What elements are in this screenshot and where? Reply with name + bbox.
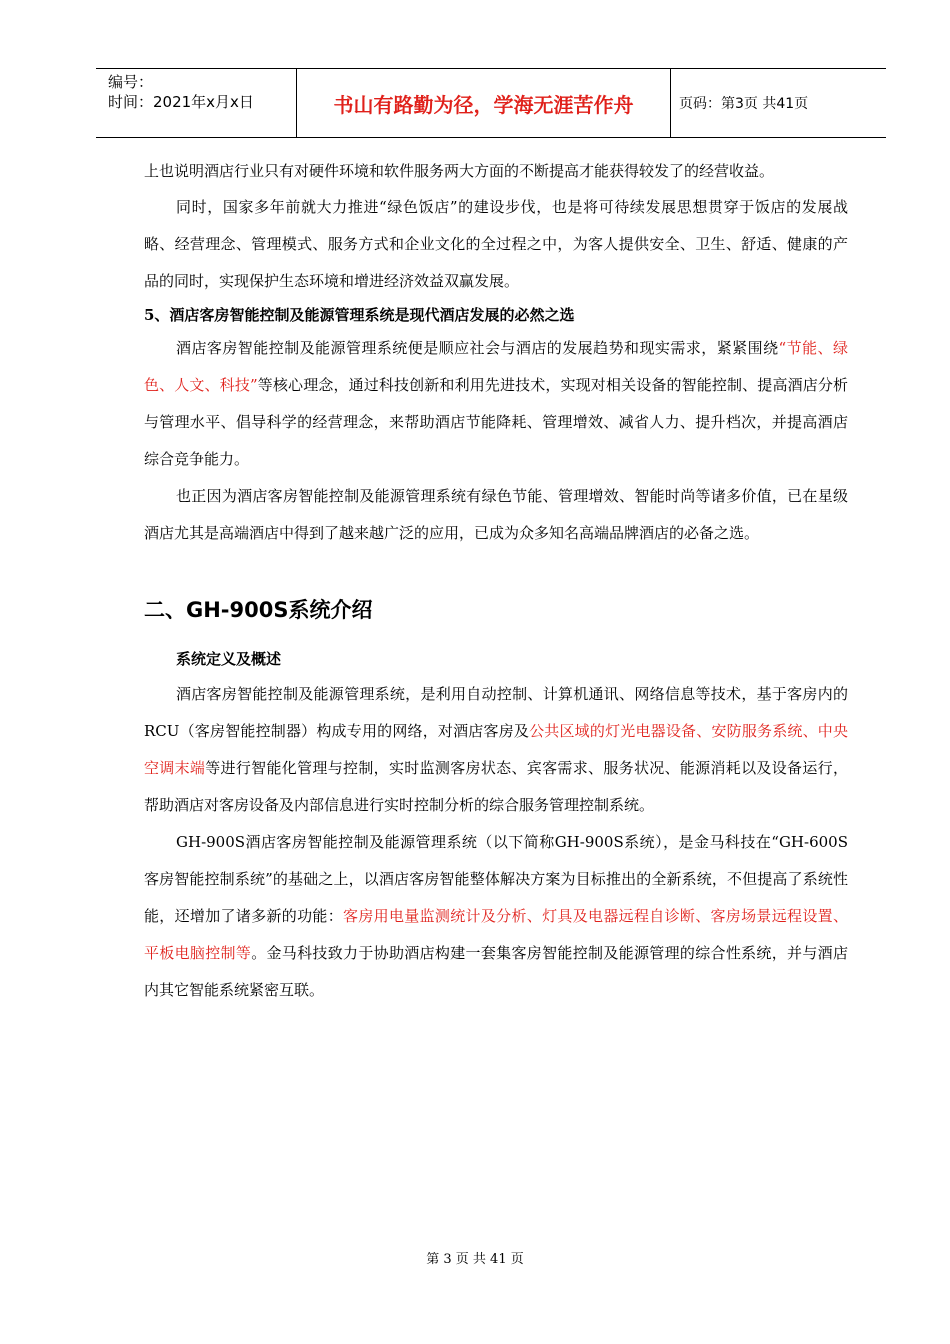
page-footer: 第 3 页 共 41 页: [426, 1252, 524, 1267]
section-2-heading: 二、GH-900S系统介绍: [144, 598, 373, 622]
paragraph-6-highlight: 客房用电量监测统计及分析、灯具及电器远程自诊断、客房场景远程设置、平板电脑控制等: [144, 907, 848, 962]
paragraph-6-part-b: 。金马科技致力于协助酒店构建一套集客房智能控制及能源管理的综合性系统，并与酒店内其它智能系统紧密互联。: [144, 944, 848, 999]
paragraph-4: 也正因为酒店客房智能控制及能源管理系统有绿色节能、管理增效、智能时尚等诸多价值，已在星级酒店尤其是高端酒店中得到了越来越广泛的应用，已成为众多知名高端品牌酒店的必备之选。: [144, 487, 848, 542]
paragraph-1: 上也说明酒店行业只有对硬件环境和软件服务两大方面的不断提高才能获得较发了的经营收益。: [144, 162, 775, 180]
paragraph-5: [144, 676, 848, 824]
paragraph-6-part-a: GH-900S酒店客房智能控制及能源管理系统（以下简称GH-900S系统），是金马科技在“GH-600S客房智能控制系统”的基础之上，以酒店客房智能整体解决方案为目标推出的全新系统，不但提高了系统性能，还增加了诸多新的功能：: [144, 833, 848, 925]
page-label: 页码：第3页 共41页: [679, 96, 809, 112]
paragraph-3-part-a: 酒店客房智能控制及能源管理系统便是顺应社会与酒店的发展趋势和现实需求，紧紧围绕: [176, 339, 779, 357]
section-5-title: 5、酒店客房智能控制及能源管理系统是现代酒店发展的必然之选: [144, 306, 575, 324]
subsection-heading: 系统定义及概述: [176, 650, 282, 668]
paragraph-3-highlight: “节能、绿色、人文、科技”: [144, 339, 848, 394]
header-page-cell: [671, 69, 886, 137]
paragraph-6: [144, 824, 848, 1009]
header-meta-cell: [96, 69, 297, 137]
time-label: 时间：2021年x月x日: [108, 93, 254, 111]
motto: 书山有路勤为径，学海无涯苦作舟: [333, 93, 634, 117]
page-header: [96, 68, 886, 138]
paragraph-3-part-b: 等核心理念，通过科技创新和利用先进技术，实现对相关设备的智能控制、提高酒店分析与管理水平、倡导科学的经营理念，来帮助酒店节能降耗、管理增效、减省人力、提升档次，并提高酒店综合竞争能力。: [144, 376, 848, 468]
document-body: [144, 153, 848, 1009]
paragraph-5-highlight: 公共区域的灯光电器设备、安防服务系统、中央空调末端: [144, 722, 848, 777]
paragraph-2: 同时，国家多年前就大力推进“绿色饭店”的建设步伐，也是将可待续发展思想贯穿于饭店的发展战略、经营理念、管理模式、服务方式和企业文化的全过程之中，为客人提供安全、卫生、舒适、健康的产品的同时，实现保护生态环境和增进经济效益双赢发展。: [144, 198, 848, 290]
paragraph-5-part-a: 酒店客房智能控制及能源管理系统，是利用自动控制、计算机通讯、网络信息等技术，基于客房内的RCU（客房智能控制器）构成专用的网络，对酒店客房及: [144, 685, 848, 740]
paragraph-5-part-b: 等进行智能化管理与控制，实时监测客房状态、宾客需求、服务状况、能源消耗以及设备运行，帮助酒店对客房设备及内部信息进行实时控制分析的综合服务管理控制系统。: [144, 759, 848, 814]
header-motto-cell: [297, 69, 671, 137]
paragraph-3: [144, 330, 848, 478]
id-label: 编号：: [108, 73, 154, 91]
